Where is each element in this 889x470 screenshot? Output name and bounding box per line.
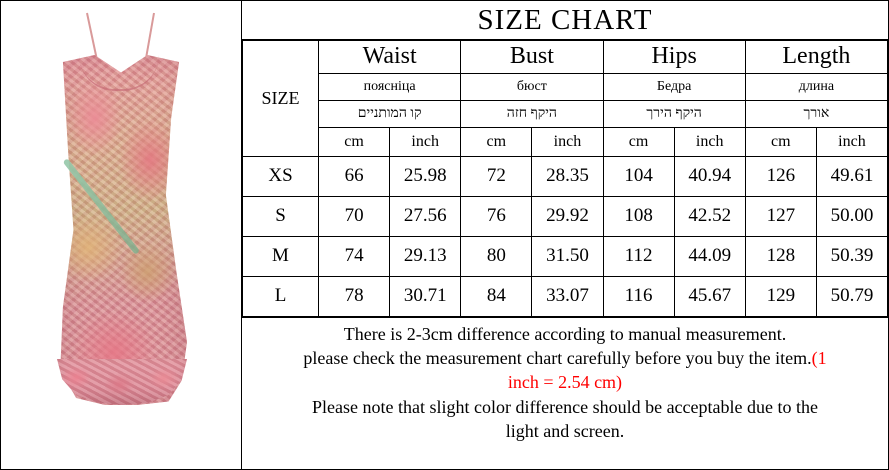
header-bust-he: היקף חזה — [461, 100, 603, 127]
page-title: SIZE CHART — [242, 1, 888, 40]
cell-s-waist-cm: 70 — [319, 196, 390, 236]
cell-xs-hips-inch: 40.94 — [674, 156, 745, 196]
cell-l-length-cm: 129 — [745, 276, 816, 316]
cell-m-bust-inch: 31.50 — [532, 236, 603, 276]
cell-m-waist-cm: 74 — [319, 236, 390, 276]
cell-s-length-cm: 127 — [745, 196, 816, 236]
cell-m-waist-inch: 29.13 — [390, 236, 461, 276]
header-length-be: длина — [745, 73, 887, 100]
row-size-m: M — [243, 236, 319, 276]
cell-s-hips-cm: 108 — [603, 196, 674, 236]
chart-panel — [242, 1, 888, 469]
table-row — [243, 276, 888, 316]
unit-hips-cm: cm — [603, 127, 674, 156]
size-chart-table — [242, 40, 888, 317]
table-row — [243, 196, 888, 236]
cell-s-bust-cm: 76 — [461, 196, 532, 236]
header-hips-he: היקף הירך — [603, 100, 745, 127]
cell-m-hips-inch: 44.09 — [674, 236, 745, 276]
cell-l-hips-cm: 116 — [603, 276, 674, 316]
header-bust-be: бюст — [461, 73, 603, 100]
unit-length-inch: inch — [816, 127, 887, 156]
unit-waist-inch: inch — [390, 127, 461, 156]
cell-l-bust-inch: 33.07 — [532, 276, 603, 316]
unit-bust-cm: cm — [461, 127, 532, 156]
cell-xs-waist-inch: 25.98 — [390, 156, 461, 196]
header-waist-be: пояснiца — [319, 73, 461, 100]
cell-s-waist-inch: 27.56 — [390, 196, 461, 236]
cell-l-hips-inch: 45.67 — [674, 276, 745, 316]
product-photo-panel — [1, 1, 242, 469]
cell-m-bust-cm: 80 — [461, 236, 532, 276]
note-line-2-red: (1 — [811, 348, 827, 369]
note-line-4: Please note that slight color difference should be acceptable due to the — [312, 396, 818, 417]
cell-xs-length-inch: 49.61 — [816, 156, 887, 196]
note-line-5: light and screen. — [505, 421, 625, 442]
table-row-header-units — [243, 127, 888, 156]
cell-l-waist-inch: 30.71 — [390, 276, 461, 316]
unit-waist-cm: cm — [319, 127, 390, 156]
row-size-s: S — [243, 196, 319, 236]
cell-xs-length-cm: 126 — [745, 156, 816, 196]
cell-s-bust-inch: 29.92 — [532, 196, 603, 236]
table-row — [243, 156, 888, 196]
cell-m-length-cm: 128 — [745, 236, 816, 276]
cell-l-waist-cm: 78 — [319, 276, 390, 316]
cell-xs-waist-cm: 66 — [319, 156, 390, 196]
header-hips-en: Hips — [603, 40, 745, 73]
header-length-he: אורך — [745, 100, 887, 127]
table-row — [243, 236, 888, 276]
cell-xs-bust-cm: 72 — [461, 156, 532, 196]
note-line-1: There is 2-3cm difference according to manual measurement. — [343, 323, 787, 344]
table-row-header-he — [243, 100, 888, 127]
unit-hips-inch: inch — [674, 127, 745, 156]
note-line-2-text: please check the measurement chart carefully before you buy the item. — [303, 348, 812, 369]
header-bust-en: Bust — [461, 40, 603, 73]
measurement-notes — [242, 317, 888, 469]
cell-s-hips-inch: 42.52 — [674, 196, 745, 236]
cell-xs-hips-cm: 104 — [603, 156, 674, 196]
header-waist-en: Waist — [319, 40, 461, 73]
size-column-header: SIZE — [243, 40, 319, 156]
dress-illustration — [41, 7, 201, 427]
cell-m-length-inch: 50.39 — [816, 236, 887, 276]
cell-l-length-inch: 50.79 — [816, 276, 887, 316]
cell-l-bust-cm: 84 — [461, 276, 532, 316]
row-size-xs: XS — [243, 156, 319, 196]
note-line-2 — [250, 346, 880, 370]
note-line-3: inch = 2.54 cm) — [507, 372, 623, 393]
cell-s-length-inch: 50.00 — [816, 196, 887, 236]
table-row-header-be — [243, 73, 888, 100]
cell-xs-bust-inch: 28.35 — [532, 156, 603, 196]
unit-bust-inch: inch — [532, 127, 603, 156]
header-length-en: Length — [745, 40, 887, 73]
row-size-l: L — [243, 276, 319, 316]
header-waist-he: קו המותניים — [319, 100, 461, 127]
table-row-header-en — [243, 40, 888, 73]
header-hips-be: Бедра — [603, 73, 745, 100]
cell-m-hips-cm: 112 — [603, 236, 674, 276]
unit-length-cm: cm — [745, 127, 816, 156]
